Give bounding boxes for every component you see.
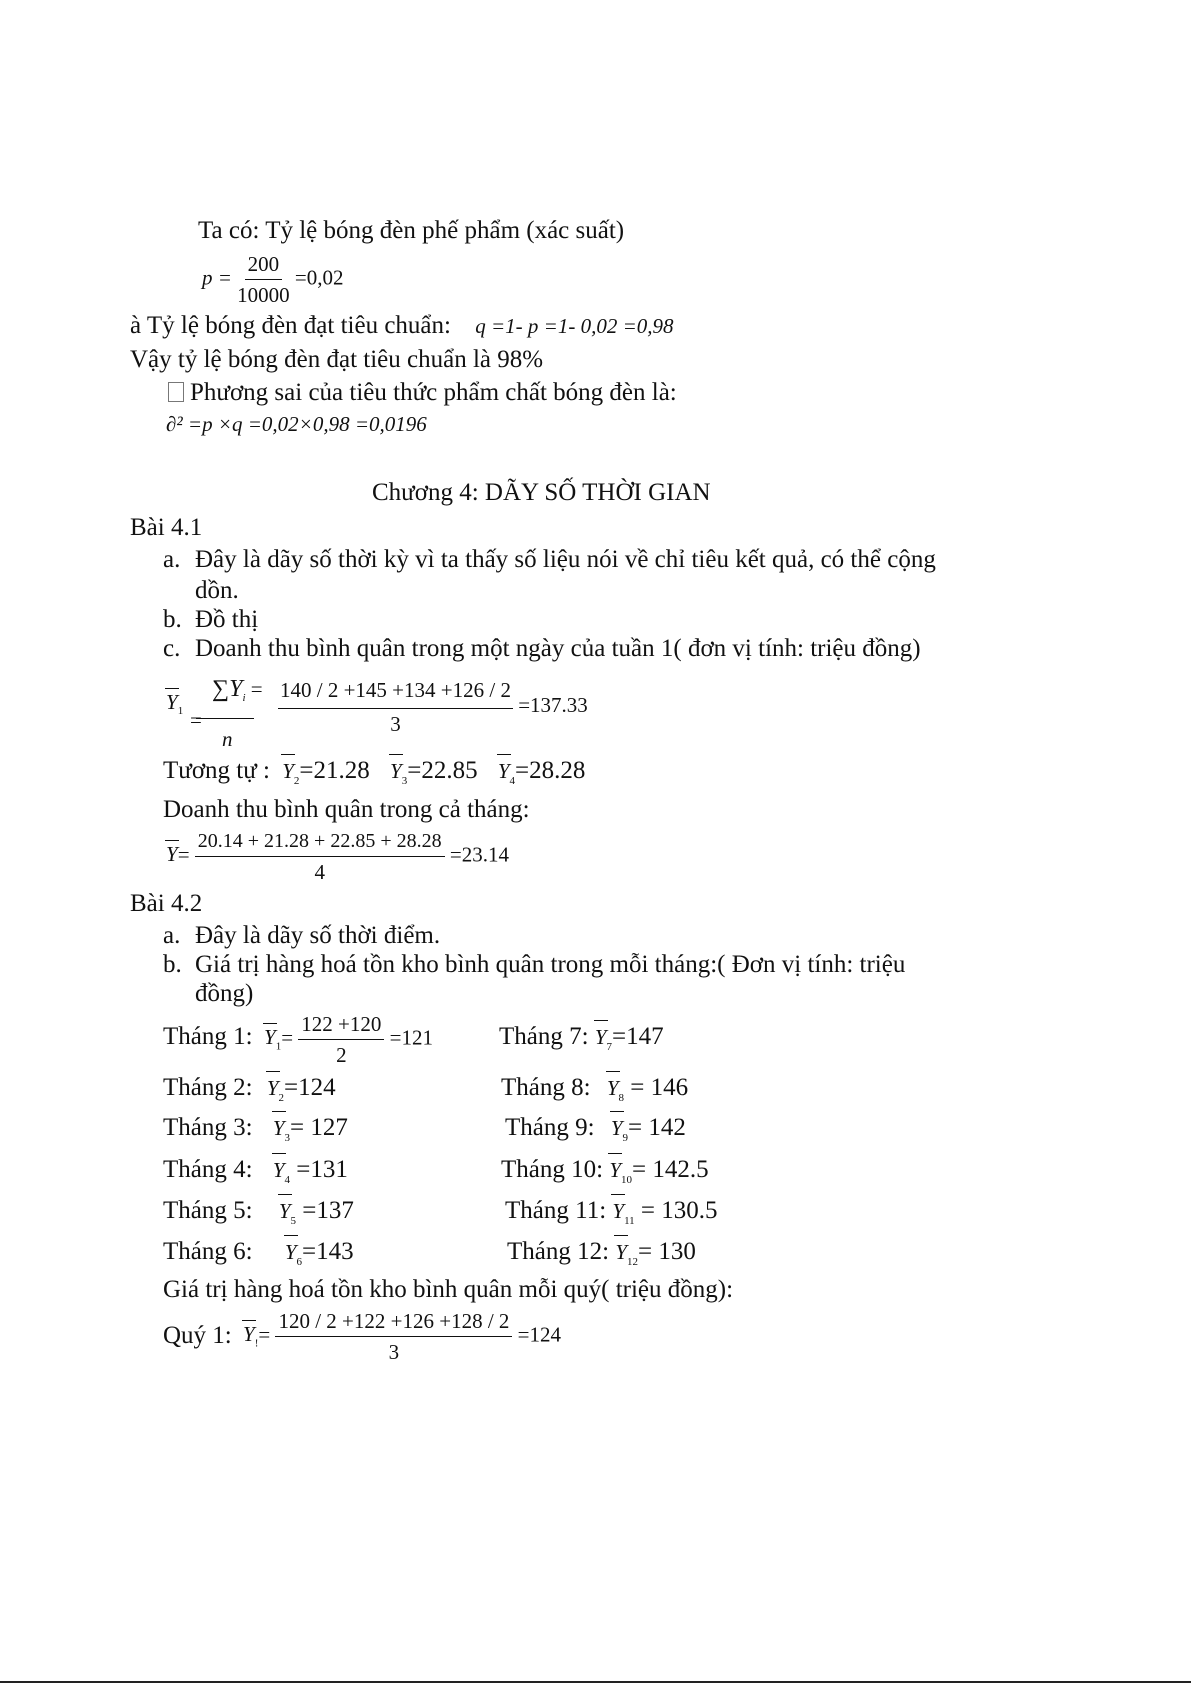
month-2 bbox=[163, 1073, 336, 1113]
month-7-y: Y bbox=[595, 1022, 607, 1052]
y2-value: =21.28 bbox=[299, 757, 370, 784]
month-1-y: Y bbox=[264, 1025, 276, 1050]
item-c-text: Doanh thu bình quân trong một ngày của tuần 1( đơn vị tính: triệu đồng) bbox=[195, 635, 921, 662]
month-1-formula: $Y_1=$ $\frac{122 +120}{2}$ =121 bbox=[264, 1012, 433, 1067]
month-3-value: = 127 bbox=[290, 1114, 348, 1141]
item-a-label: a. bbox=[163, 546, 181, 573]
y3-symbol: Y bbox=[390, 756, 402, 786]
intro-line-4 bbox=[168, 378, 677, 408]
month-8-sub: 8 bbox=[618, 1092, 625, 1104]
similar-line: Tương tự : $Y_2=21.28$ $Y_3=22.85$ $Y_4=28.28$ bbox=[163, 757, 586, 787]
y1-formula bbox=[278, 678, 588, 736]
month-11-sub: 11 bbox=[624, 1215, 635, 1227]
month-9-value: = 142 bbox=[628, 1114, 686, 1141]
quarter-label: Giá trị hàng hoá tồn kho bình quân mỗi quý( triệu đồng): bbox=[163, 1276, 734, 1303]
bullet-box-icon bbox=[168, 382, 184, 402]
intro-line-1: Ta có: Tỷ lệ bóng đèn phế phẩm (xác suất) bbox=[198, 217, 625, 244]
q-formula: q =1- p =1- 0,02 =0,98 bbox=[475, 314, 674, 338]
q1-fraction bbox=[275, 1309, 512, 1364]
y1-denominator: 3 bbox=[390, 712, 401, 736]
page-bottom-rule bbox=[0, 1681, 1191, 1683]
month-8-value: = 146 bbox=[624, 1074, 689, 1101]
month-7-value: =147 bbox=[612, 1023, 664, 1050]
month-12-value: = 130 bbox=[638, 1238, 696, 1265]
month-9-y: Y bbox=[611, 1113, 623, 1143]
month-1-fraction bbox=[298, 1012, 384, 1067]
y2-symbol: Y bbox=[282, 756, 294, 786]
p-result: =0,02 bbox=[294, 265, 344, 290]
sum-eq: = bbox=[250, 677, 263, 701]
chapter-title: Chương 4: DÃY SỐ THỜI GIAN bbox=[372, 479, 711, 506]
item-b-text: Giá trị hàng hoá tồn kho bình quân trong mỗi tháng:( Đơn vị tính: triệu bbox=[195, 951, 906, 978]
month-11-label: Tháng 11: bbox=[505, 1197, 607, 1224]
q1-y: Y bbox=[243, 1322, 255, 1347]
month-avg-result: =23.14 bbox=[449, 842, 509, 867]
month-2-y: Y bbox=[267, 1073, 279, 1103]
month-9 bbox=[505, 1113, 686, 1153]
month-2-sub: 2 bbox=[278, 1092, 285, 1104]
q1-denominator: 3 bbox=[388, 1340, 400, 1364]
month-10 bbox=[501, 1155, 709, 1195]
intro-line-2 bbox=[130, 311, 673, 341]
month-1-label: Tháng 1: bbox=[163, 1023, 253, 1050]
y1-sub: 1 bbox=[177, 705, 184, 718]
month-avg-numerator: 20.14 + 21.28 + 22.85 + 28.28 bbox=[195, 829, 445, 857]
month-1-result: =121 bbox=[389, 1025, 433, 1050]
month-5-label: Tháng 5: bbox=[163, 1197, 253, 1224]
month-1-numerator: 122 +120 bbox=[298, 1012, 384, 1040]
sum-sub: i bbox=[242, 692, 246, 705]
item-a-text: Đây là dãy số thời kỳ vì ta thấy số liệu nói về chỉ tiêu kết quả, có thể cộng bbox=[195, 546, 936, 573]
bai-4-1-item-a bbox=[163, 545, 936, 575]
month-6-y: Y bbox=[285, 1237, 297, 1267]
month-4 bbox=[163, 1155, 348, 1195]
month-5-y: Y bbox=[279, 1196, 291, 1226]
bai-4-1-item-c bbox=[163, 634, 921, 664]
month-avg-label: Doanh thu bình quân trong cả tháng: bbox=[163, 796, 530, 823]
p-numerator: 200 bbox=[245, 252, 283, 280]
sum-expression bbox=[212, 676, 263, 704]
month-5-sub: 5 bbox=[290, 1215, 297, 1227]
probability-formula bbox=[202, 252, 344, 307]
q1-sub: ! bbox=[254, 1337, 259, 1350]
y1-result: =137.33 bbox=[518, 692, 588, 717]
month-10-label: Tháng 10: bbox=[501, 1156, 604, 1183]
month-10-y: Y bbox=[609, 1155, 621, 1185]
y3-value: =22.85 bbox=[407, 757, 478, 784]
month-11-value: = 130.5 bbox=[634, 1197, 718, 1224]
month-3 bbox=[163, 1113, 348, 1153]
y4-value: =28.28 bbox=[515, 757, 586, 784]
month-1-denominator: 2 bbox=[336, 1043, 347, 1067]
bai-4-1-heading: Bài 4.1 bbox=[130, 514, 203, 541]
month-11-y: Y bbox=[612, 1196, 624, 1226]
intro-line-2-text: à Tỷ lệ bóng đèn đạt tiêu chuẩn: bbox=[130, 312, 451, 339]
month-7-label: Tháng 7: bbox=[499, 1023, 589, 1050]
q1-numerator: 120 / 2 +122 +126 +128 / 2 bbox=[275, 1309, 512, 1337]
month-8-y: Y bbox=[607, 1073, 619, 1103]
month-5-value: =137 bbox=[296, 1197, 354, 1224]
month-3-sub: 3 bbox=[284, 1132, 291, 1144]
month-3-label: Tháng 3: bbox=[163, 1114, 253, 1141]
month-7-sub: 7 bbox=[606, 1041, 613, 1053]
month-6-label: Tháng 6: bbox=[163, 1238, 253, 1265]
p-lhs: p = bbox=[202, 265, 232, 290]
month-avg-fraction bbox=[195, 829, 445, 884]
y1-numerator: 140 / 2 +145 +134 +126 / 2 bbox=[278, 678, 513, 709]
month-9-sub: 9 bbox=[622, 1132, 629, 1144]
y1-symbol bbox=[166, 690, 183, 717]
item-b-label: b. bbox=[163, 951, 182, 978]
month-5 bbox=[163, 1196, 354, 1236]
month-2-label: Tháng 2: bbox=[163, 1074, 253, 1101]
quarter-1-formula: $Y_!=$ $\frac{120 / 2 +122 +126 +128 / 2}{3}$ =124 bbox=[243, 1309, 561, 1364]
month-avg-formula: Y= $\frac{20.14 + 21.28 + 22.85 + 28.28}{4}$ =23.14 bbox=[166, 830, 509, 884]
month-12-y: Y bbox=[615, 1237, 627, 1267]
y1-fraction bbox=[278, 678, 513, 736]
variance-formula: ∂² =p ×q =0,02×0,98 =0,0196 bbox=[166, 412, 427, 436]
month-2-value: =124 bbox=[284, 1074, 336, 1101]
q1-result: =124 bbox=[517, 1322, 561, 1347]
month-12 bbox=[507, 1237, 696, 1277]
month-11 bbox=[505, 1196, 718, 1236]
y1-eq: = bbox=[190, 708, 202, 732]
month-4-value: =131 bbox=[290, 1156, 348, 1183]
item-b-text: Đồ thị bbox=[195, 606, 259, 633]
month-avg-denominator: 4 bbox=[314, 860, 325, 884]
month-8 bbox=[501, 1073, 688, 1113]
bai-4-2-item-b-cont: đồng) bbox=[195, 980, 254, 1007]
bai-4-2-heading: Bài 4.2 bbox=[130, 890, 203, 917]
month-6-value: =143 bbox=[302, 1238, 354, 1265]
sum-n: n bbox=[222, 727, 233, 751]
month-6 bbox=[163, 1237, 354, 1277]
month-7 bbox=[499, 1022, 664, 1062]
item-c-label: c. bbox=[163, 635, 181, 662]
month-9-label: Tháng 9: bbox=[505, 1114, 595, 1141]
month-4-label: Tháng 4: bbox=[163, 1156, 253, 1183]
month-4-sub: 4 bbox=[284, 1174, 291, 1186]
bai-4-2-item-a bbox=[163, 921, 440, 951]
p-fraction bbox=[237, 252, 290, 307]
month-6-sub: 6 bbox=[296, 1256, 303, 1268]
month-10-value: = 142.5 bbox=[632, 1156, 709, 1183]
month-10-sub: 10 bbox=[621, 1174, 633, 1186]
bai-4-1-item-b bbox=[163, 605, 258, 635]
quarter-1-label: Quý 1: bbox=[163, 1322, 232, 1349]
item-b-label: b. bbox=[163, 606, 182, 633]
bai-4-1-item-a-cont: dồn. bbox=[195, 577, 239, 604]
item-a-label: a. bbox=[163, 922, 181, 949]
sum-fraction-line bbox=[196, 718, 254, 719]
month-12-label: Tháng 12: bbox=[507, 1238, 610, 1265]
ybar-symbol: Y bbox=[166, 842, 178, 867]
p-denominator: 10000 bbox=[237, 283, 290, 307]
bai-4-2-item-b bbox=[163, 950, 905, 980]
similar-label: Tương tự : bbox=[163, 757, 270, 784]
y4-symbol: Y bbox=[498, 756, 510, 786]
intro-line-4-text: Phương sai của tiêu thức phẩm chất bóng đèn là: bbox=[190, 379, 677, 406]
y1-letter: Y bbox=[166, 690, 178, 714]
sum-symbol: ∑Y bbox=[212, 676, 243, 702]
month-8-label: Tháng 8: bbox=[501, 1074, 591, 1101]
item-a-text: Đây là dãy số thời điểm. bbox=[195, 922, 441, 949]
month-3-y: Y bbox=[273, 1113, 285, 1143]
month-4-y: Y bbox=[273, 1155, 285, 1185]
intro-line-3: Vậy tỷ lệ bóng đèn đạt tiêu chuẩn là 98% bbox=[130, 346, 544, 373]
month-12-sub: 12 bbox=[627, 1256, 639, 1268]
